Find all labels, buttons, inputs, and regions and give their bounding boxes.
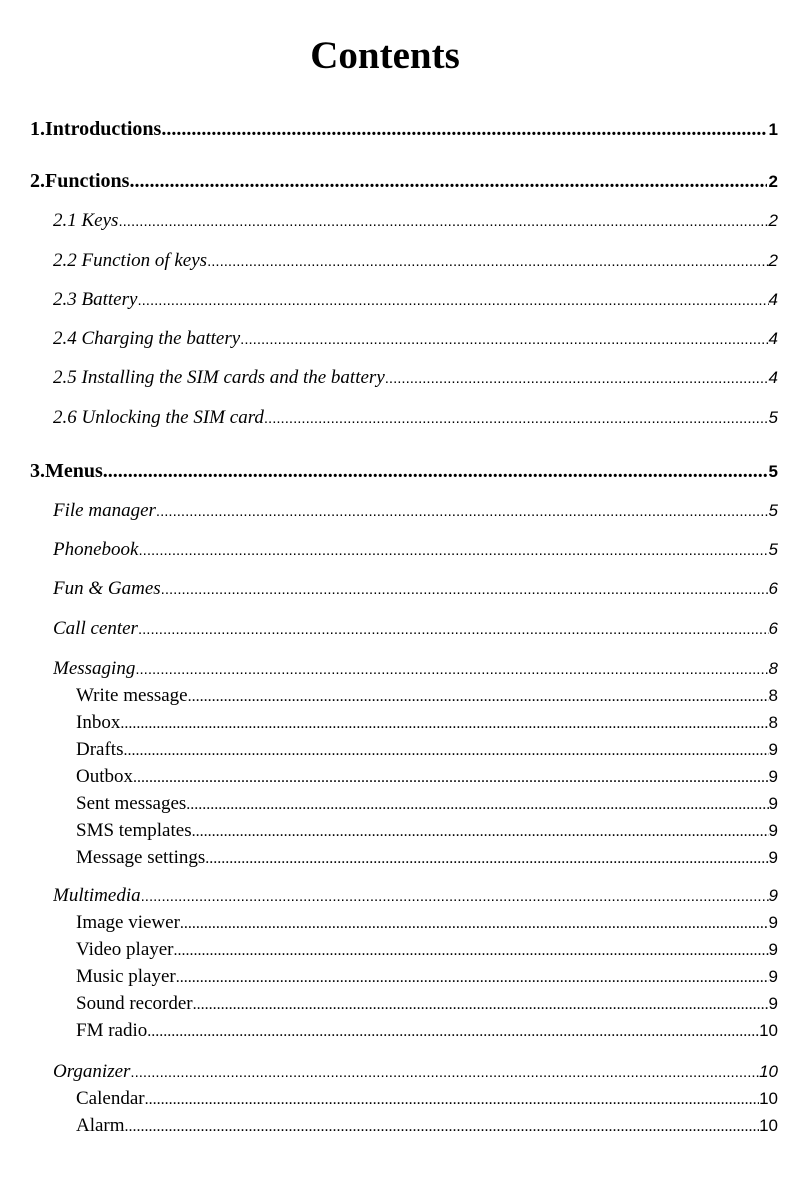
toc-leader-dots — [192, 820, 769, 843]
toc-entry[interactable] — [76, 765, 778, 789]
toc-entry-page: 9 — [768, 740, 778, 759]
toc-leader-dots — [137, 288, 768, 313]
toc-entry-page: 6 — [768, 579, 778, 598]
toc-entry[interactable] — [76, 1087, 778, 1111]
toc-leader-dots — [188, 685, 769, 708]
toc-entry-label: 2.Functions — [30, 170, 130, 192]
toc-leader-dots — [176, 966, 769, 989]
toc-entry[interactable] — [53, 405, 778, 431]
toc-leader-dots — [385, 366, 769, 391]
toc-entry[interactable] — [53, 326, 778, 352]
toc-entry[interactable] — [53, 616, 778, 642]
toc-entry-page: 9 — [768, 913, 778, 932]
toc-entry[interactable] — [76, 846, 778, 870]
page-title: Contents — [310, 34, 460, 77]
toc-entry-label: 2.5 Installing the SIM cards and the battery — [53, 367, 385, 388]
toc-leader-dots — [145, 1088, 760, 1111]
toc-entry-label: Multimedia — [53, 885, 141, 906]
toc-entry[interactable] — [76, 711, 778, 735]
toc-entry[interactable] — [30, 458, 778, 484]
toc-leader-dots — [135, 657, 768, 682]
toc-entry-label: Inbox — [76, 712, 121, 733]
toc-entry[interactable] — [53, 208, 778, 234]
toc-leader-dots — [123, 739, 768, 762]
toc-entry-page: 2 — [768, 211, 778, 230]
toc-leader-dots — [138, 617, 769, 642]
toc-leader-dots — [141, 884, 769, 909]
toc-entry-label: Organizer — [53, 1061, 131, 1082]
toc-entry-page: 1 — [768, 120, 778, 139]
toc-entry[interactable] — [76, 792, 778, 816]
toc-entry-label: SMS templates — [76, 820, 192, 841]
toc-leader-dots — [161, 116, 766, 142]
toc-entry-label: 3.Menus — [30, 460, 103, 482]
toc-entry-label: Sound recorder — [76, 993, 193, 1014]
toc-leader-dots — [180, 912, 769, 935]
toc-entry-page: 9 — [768, 994, 778, 1013]
toc-entry-label: 2.1 Keys — [53, 210, 119, 231]
toc-entry-page: 4 — [768, 329, 778, 348]
toc-entry[interactable] — [53, 576, 778, 602]
toc-entry-label: Fun & Games — [53, 578, 161, 599]
toc-entry-page: 8 — [768, 659, 778, 678]
toc-entry-label: 1.Introductions — [30, 118, 162, 140]
toc-entry[interactable] — [76, 738, 778, 762]
toc-entry[interactable] — [53, 537, 778, 563]
toc-leader-dots — [161, 577, 769, 602]
toc-leader-dots — [156, 499, 769, 524]
toc-entry-page: 9 — [768, 821, 778, 840]
toc-entry[interactable] — [76, 1114, 778, 1138]
toc-leader-dots — [103, 458, 767, 484]
toc-entry[interactable] — [53, 365, 778, 391]
toc-entry[interactable] — [53, 656, 778, 682]
toc-leader-dots — [186, 793, 768, 816]
toc-entry[interactable] — [76, 1019, 778, 1043]
toc-entry-page: 4 — [768, 290, 778, 309]
toc-entry-label: Music player — [76, 966, 176, 987]
toc-entry-page: 5 — [768, 462, 778, 481]
toc-leader-dots — [130, 1060, 759, 1085]
toc-entry[interactable] — [76, 819, 778, 843]
toc-entry[interactable] — [53, 883, 778, 909]
toc-entry-page: 9 — [768, 967, 778, 986]
toc-leader-dots — [125, 1115, 760, 1138]
toc-entry-page: 5 — [768, 501, 778, 520]
toc-entry-label: Message settings — [76, 847, 206, 868]
toc-entry[interactable] — [76, 965, 778, 989]
toc-entry-label: FM radio — [76, 1020, 148, 1041]
toc-entry-page: 5 — [768, 540, 778, 559]
toc-entry[interactable] — [53, 1059, 778, 1085]
toc-leader-dots — [129, 168, 766, 194]
toc-entry-page: 9 — [768, 794, 778, 813]
toc-entry-page: 10 — [759, 1116, 778, 1135]
toc-entry-label: 2.6 Unlocking the SIM card — [53, 407, 264, 428]
toc-leader-dots — [193, 993, 769, 1016]
toc-entry-page: 9 — [768, 886, 778, 905]
toc-entry[interactable] — [53, 287, 778, 313]
toc-entry-label: Drafts — [76, 739, 124, 760]
toc-entry[interactable] — [76, 992, 778, 1016]
toc-entry-label: 2.2 Function of keys — [53, 250, 208, 271]
toc-entry-page: 2 — [768, 251, 778, 270]
toc-entry-page: 9 — [768, 848, 778, 867]
toc-leader-dots — [147, 1020, 759, 1043]
toc-leader-dots — [174, 939, 769, 962]
toc-entry[interactable] — [53, 248, 778, 274]
toc-leader-dots — [205, 847, 768, 870]
toc-entry-label: Phonebook — [53, 539, 139, 560]
toc-entry-label: Video player — [76, 939, 174, 960]
toc-entry-label: 2.4 Charging the battery — [53, 328, 241, 349]
toc-entry[interactable] — [30, 116, 778, 142]
toc-entry-label: 2.3 Battery — [53, 289, 138, 310]
toc-entry-label: Write message — [76, 685, 188, 706]
toc-entry-page: 4 — [768, 368, 778, 387]
toc-entry-page: 10 — [759, 1089, 778, 1108]
toc-entry-page: 9 — [768, 940, 778, 959]
toc-entry-page: 8 — [768, 686, 778, 705]
toc-entry-label: Calendar — [76, 1088, 145, 1109]
toc-leader-dots — [207, 249, 768, 274]
toc-leader-dots — [120, 712, 768, 735]
toc-entry-page: 10 — [759, 1062, 778, 1081]
toc-entry-page: 8 — [768, 713, 778, 732]
toc-entry-page: 9 — [768, 767, 778, 786]
toc-leader-dots — [133, 766, 769, 789]
toc-entry[interactable] — [76, 911, 778, 935]
toc-entry-label: Call center — [53, 618, 138, 639]
toc-entry-page: 5 — [768, 408, 778, 427]
toc-entry-page: 2 — [768, 172, 778, 191]
toc-leader-dots — [264, 406, 769, 431]
toc-entry-label: File manager — [53, 500, 156, 521]
toc-entry-label: Outbox — [76, 766, 133, 787]
toc-entry[interactable] — [76, 684, 778, 708]
toc-entry[interactable] — [30, 168, 778, 194]
toc-entry[interactable] — [76, 938, 778, 962]
toc-entry-page: 6 — [768, 619, 778, 638]
toc-leader-dots — [138, 538, 768, 563]
toc-entry-page: 10 — [759, 1021, 778, 1040]
toc-entry-label: Messaging — [53, 658, 136, 679]
toc-entry-label: Alarm — [76, 1115, 125, 1136]
toc-entry-label: Sent messages — [76, 793, 187, 814]
toc-entry-label: Image viewer — [76, 912, 180, 933]
toc-leader-dots — [240, 327, 768, 352]
toc-entry[interactable] — [53, 498, 778, 524]
toc-leader-dots — [118, 209, 768, 234]
